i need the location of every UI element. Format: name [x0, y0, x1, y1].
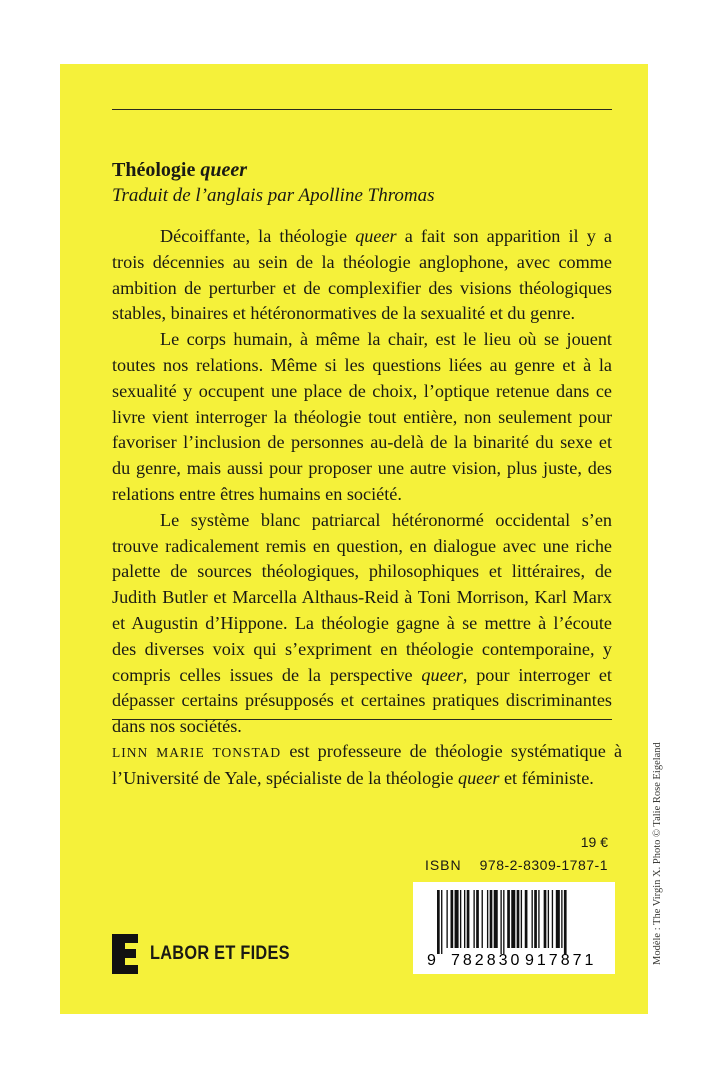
barcode-bar: [525, 890, 528, 948]
isbn-number: 978-2-8309-1787-1: [479, 857, 608, 873]
barcode-digits-right: 917871: [525, 952, 597, 969]
title-emphasis: queer: [200, 159, 248, 181]
top-divider: [112, 109, 612, 110]
barcode-bar: [503, 890, 504, 954]
barcode-bar: [446, 890, 447, 948]
publisher-logo-icon: [112, 934, 138, 974]
barcode-bar: [511, 890, 515, 948]
barcode-digits-left: 782830: [451, 952, 523, 969]
barcode-bar: [467, 890, 470, 948]
barcode-bar: [564, 890, 567, 954]
barcode-bar: [494, 890, 498, 948]
author-name: LINN MARIE TONSTAD: [112, 745, 282, 760]
title-text: Théologie: [112, 159, 201, 181]
barcode-bar: [473, 890, 474, 948]
barcode-graphic: [413, 882, 615, 974]
barcode-bar: [532, 890, 533, 948]
price: 19 €: [580, 834, 608, 850]
blurb-paragraph-2: Le corps humain, à même la chair, est le lieu où se jouent toutes nos relations. Même si les questions liées au genre et à la sexualité y occupent une place de choix, l’optique retenue dans ce livre vient interroger la théologie tout entière, non seulement pour favoriser l’inclusion de personnes au-delà de la binarité du sexe et du genre, mais aussi pour proposer une autre vision, plus juste, des relations entre êtres humains en société.: [112, 329, 612, 504]
publisher-name: LABOR ET FIDES: [150, 943, 290, 964]
photo-credit: Modèle : The Virgin X. Photo © Talie Rose Eigeland: [652, 742, 663, 965]
barcode-bar: [507, 890, 510, 948]
barcode-bar: [556, 890, 560, 948]
author-bio: LINN MARIE TONSTAD est professeure de théologie systématique à l’Université de Yale, spécialiste de la théologie queer et féministe.: [112, 741, 623, 788]
barcode-bar: [482, 890, 483, 948]
barcode-bar: [487, 890, 488, 948]
barcode-bar: [464, 890, 465, 948]
barcode-bar: [521, 890, 522, 948]
isbn-label: ISBN: [424, 857, 462, 873]
translator-line: Traduit de l’anglais par Apolline Thromas: [112, 185, 435, 206]
barcode-bar: [451, 890, 454, 948]
barcode-digit-lead: 9: [427, 952, 436, 969]
publisher-block: [112, 934, 313, 974]
barcode-bar: [538, 890, 539, 948]
barcode-bar: [476, 890, 479, 948]
book-title: [112, 158, 612, 182]
barcode-bar: [437, 890, 440, 954]
isbn-line: [425, 857, 608, 873]
blurb: [112, 224, 612, 740]
barcode-bar: [455, 890, 459, 948]
barcode-bar: [441, 890, 442, 954]
barcode-bar: [517, 890, 520, 948]
barcode-bar: [534, 890, 537, 948]
barcode-bar: [500, 890, 501, 954]
barcode-bar: [544, 890, 547, 948]
middle-divider: [112, 719, 612, 720]
barcode: [413, 882, 615, 974]
title-block: [112, 158, 612, 208]
barcode-bar: [552, 890, 553, 948]
barcode-bar: [561, 890, 562, 948]
barcode-bar: [548, 890, 549, 948]
barcode-bar: [490, 890, 493, 948]
back-cover: [60, 64, 648, 1014]
blurb-paragraph-1: Décoiffante, la théologie queer a fait son apparition il y a trois décennies au sein de la théologie anglophone, avec comme ambition de perturber et de complexifier des visions théologiques stables, binaires et hétéronormatives de la sexualité et du genre.: [112, 226, 612, 324]
barcode-bar: [460, 890, 461, 948]
blurb-paragraph-3: Le système blanc patriarcal hétéronormé occidental s’en trouve radicalement remis en question, en dialogue avec une riche palette de sources théologiques, philosophiques et littéraires, de Judith Butler et Marcella Althaus-Reid à Toni Morrison, Karl Marx et Augustin d’Hippone. La théologie gagne à se mettre à l’écoute des diverses voix qui s’expriment en théologie contemporaine, y compris celles issues de la perspective queer, pour interroger et dépasser certains présupposés et certaines pratiques discriminantes dans nos sociétés.: [112, 509, 612, 737]
